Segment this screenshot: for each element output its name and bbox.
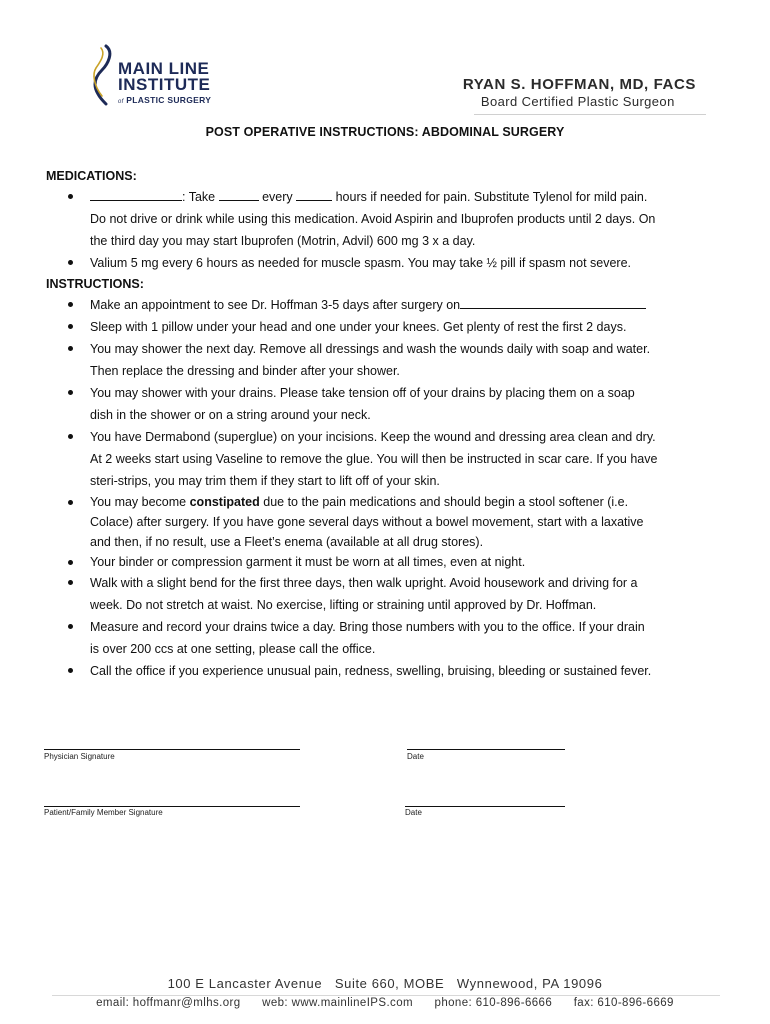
line: Walk with a slight bend for the first three days, then walk upright. Avoid housework and driving for a — [90, 576, 638, 590]
logo-line-plastic-surgery — [118, 95, 211, 105]
medications-heading: MEDICATIONS: — [46, 169, 137, 183]
instruction-appointment — [46, 294, 736, 316]
instruction-shower — [46, 338, 736, 382]
line: is over 200 ccs at one setting, please call the office. — [90, 642, 376, 656]
doctor-block — [463, 76, 696, 109]
med-text-take: : Take — [182, 190, 219, 204]
medication-name-blank[interactable] — [90, 188, 182, 201]
instruction-dermabond — [46, 426, 736, 492]
practice-logo — [84, 44, 244, 106]
line: Then replace the dressing and binder after your shower. — [90, 364, 400, 378]
physician-signature-label: Physician Signature — [44, 752, 115, 761]
doctor-name: RYAN S. HOFFMAN, MD, FACS — [462, 76, 696, 93]
line: You may shower with your drains. Please take tension off of your drains by placing them on a soap — [90, 386, 635, 400]
line: You may shower the next day. Remove all dressings and wash the wounds daily with soap and water. — [90, 342, 651, 356]
date-line-2[interactable] — [405, 806, 565, 807]
appointment-date-blank[interactable] — [460, 296, 646, 309]
instructions-list — [46, 294, 736, 682]
instructions-heading: INSTRUCTIONS: — [46, 277, 144, 291]
logo-line-main-line: MAIN LINE — [118, 59, 210, 78]
instruction-appointment-text: Make an appointment to see Dr. Hoffman 3-5 days after surgery on — [90, 298, 461, 312]
logo-line-institute: INSTITUTE — [118, 75, 211, 94]
hours-blank[interactable] — [296, 188, 332, 201]
med-text-hours: hours if needed for pain. Substitute Tylenol for mild pain. — [332, 190, 648, 204]
line: week. Do not stretch at waist. No exercise, lifting or straining until approved by Dr. Hoffman. — [90, 598, 597, 612]
line: dish in the shower or on a string around your neck. — [90, 408, 371, 422]
med-text-line3: the third day you may start Ibuprofen (Motrin, Advil) 600 mg 3 x a day. — [90, 234, 476, 248]
document-body — [46, 166, 736, 682]
header-divider — [474, 114, 706, 115]
physician-signature-line[interactable] — [44, 749, 300, 750]
line: due to the pain medications and should begin a stool softener (i.e. — [259, 495, 629, 509]
line: You may become — [90, 495, 190, 509]
line: Colace) after surgery. If you have gone several days without a bowel movement, start with a laxative — [90, 515, 644, 529]
instruction-walking — [46, 572, 736, 616]
instruction-measure-drains — [46, 616, 736, 660]
med-text-every: every — [258, 190, 297, 204]
dose-blank[interactable] — [219, 188, 259, 201]
instruction-drains-shower — [46, 382, 736, 426]
logo-of: of — [118, 99, 124, 105]
medication-item-valium: Valium 5 mg every 6 hours as needed for muscle spasm. You may take ½ pill if spasm not severe. — [46, 252, 736, 274]
patient-signature-label: Patient/Family Member Signature — [44, 808, 163, 817]
medications-list — [46, 186, 736, 274]
line: You have Dermabond (superglue) on your incisions. Keep the wound and dressing area clean and dry. — [90, 430, 656, 444]
logo-plastic-surgery: PLASTIC SURGERY — [126, 95, 212, 105]
figure-swoosh-icon — [84, 44, 118, 106]
date-label-1: Date — [407, 752, 424, 761]
doctor-credential: Board Certified Plastic Surgeon — [480, 94, 675, 109]
date-line-1[interactable] — [407, 749, 565, 750]
date-label-2: Date — [405, 808, 422, 817]
line: steri-strips, you may trim them if they start to lift off of your skin. — [90, 474, 440, 488]
document-title: POST OPERATIVE INSTRUCTIONS: ABDOMINAL SURGERY — [205, 125, 565, 139]
footer-address: 100 E Lancaster Avenue Suite 660, MOBE Wynnewood, PA 19096 — [167, 976, 603, 991]
footer-divider — [52, 995, 720, 996]
instruction-call-office: Call the office if you experience unusual pain, redness, swelling, bruising, bleeding or sustained fever. — [46, 660, 736, 682]
line: Measure and record your drains twice a day. Bring those numbers with you to the office. If your drain — [90, 620, 645, 634]
medication-item-pain — [46, 186, 736, 252]
emphasis-constipated: constipated — [189, 495, 260, 509]
instruction-binder: Your binder or compression garment it must be worn at all times, even at night. — [46, 552, 736, 572]
med-text-line2: Do not drive or drink while using this medication. Avoid Aspirin and Ibuprofen products until 2 days. On — [90, 212, 656, 226]
instruction-constipation — [46, 492, 736, 552]
instruction-sleep: Sleep with 1 pillow under your head and one under your knees. Get plenty of rest the first 2 days. — [46, 316, 736, 338]
line: and then, if no result, use a Fleet’s enema (available at all drug stores). — [90, 535, 484, 549]
footer-contact: email: hoffmanr@mlhs.org web: www.mainlineIPS.com phone: 610-896-6666 fax: 610-896-6669 — [96, 997, 674, 1009]
patient-signature-line[interactable] — [44, 806, 300, 807]
line: At 2 weeks start using Vaseline to remove the glue. You will then be instructed in scar care. If you have — [90, 452, 658, 466]
